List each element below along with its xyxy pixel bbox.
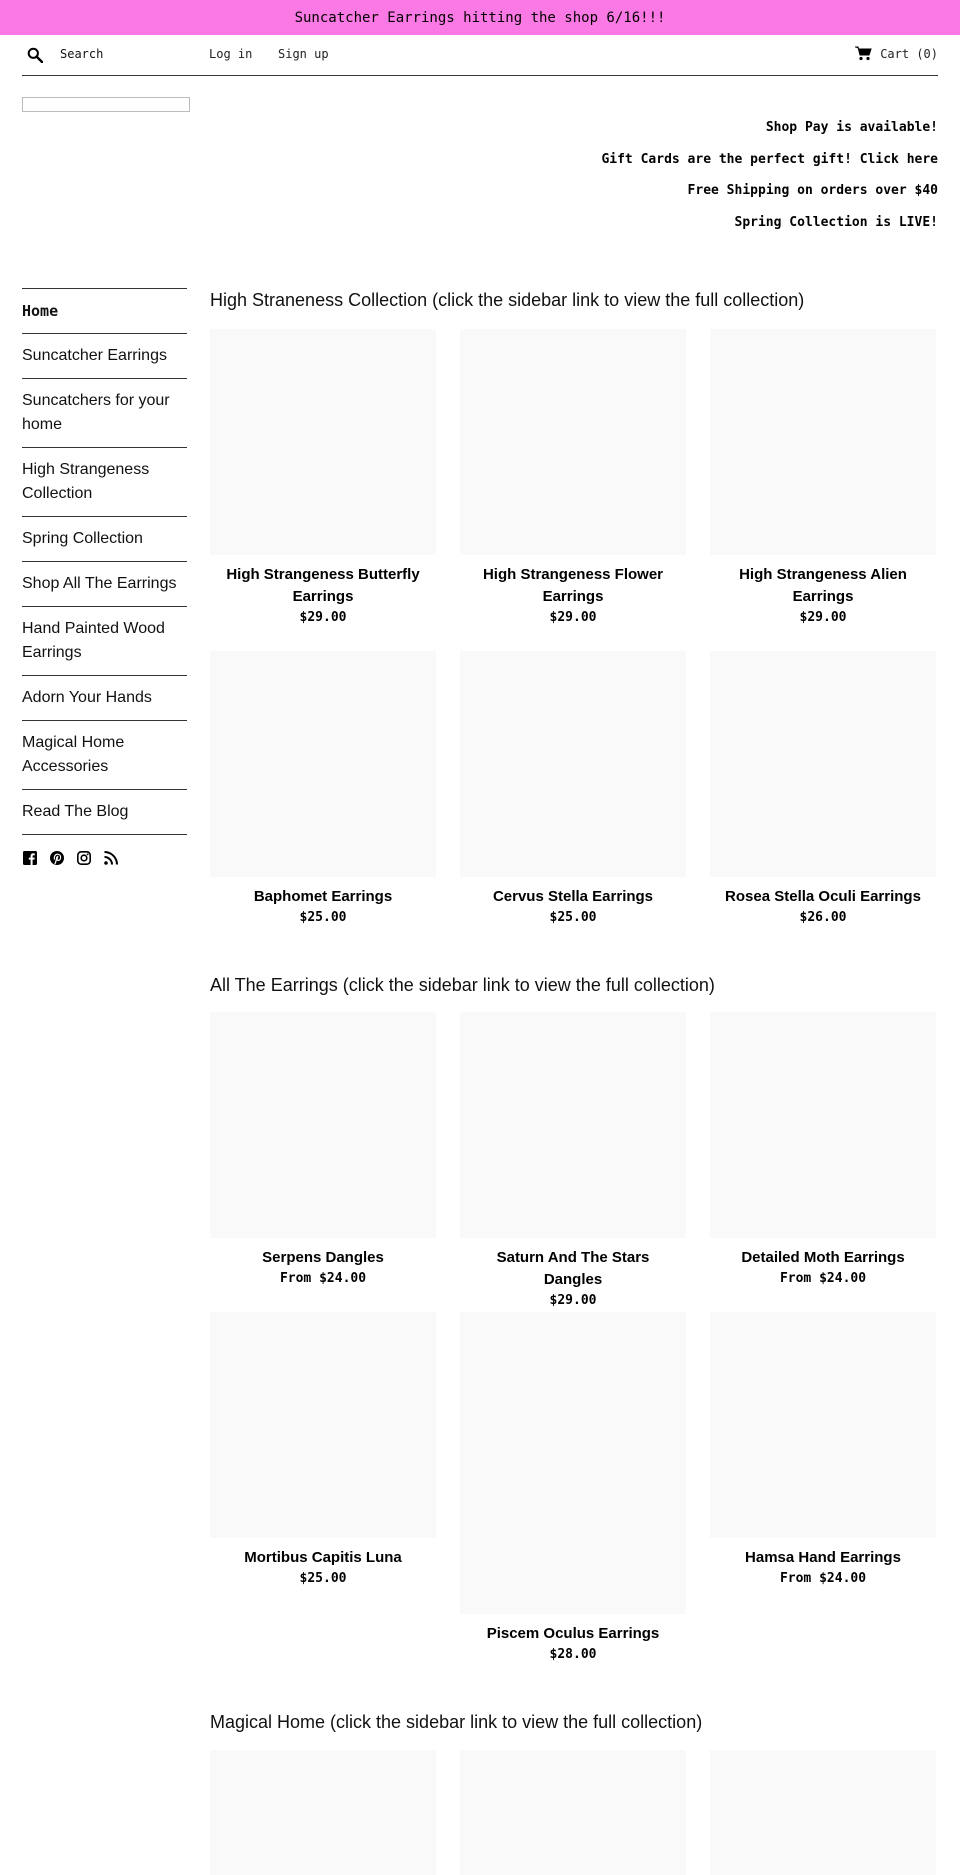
announcement-text[interactable]: Suncatcher Earrings hitting the shop 6/16!!! — [294, 9, 666, 26]
cart-link[interactable] — [855, 46, 938, 61]
sidebar-item-all-earrings[interactable]: Shop All The Earrings — [22, 562, 187, 607]
product-card[interactable] — [460, 1750, 686, 1875]
sidebar — [22, 288, 187, 865]
section-title-high-strangeness: High Straneness Collection (click the sidebar link to view the full collection) — [210, 290, 805, 310]
sidebar-item-suncatcher-earrings[interactable]: Suncatcher Earrings — [22, 334, 187, 379]
product-card[interactable] — [210, 1750, 436, 1875]
product-image[interactable] — [210, 329, 436, 555]
product-image[interactable] — [460, 329, 686, 555]
login-link[interactable]: Log in — [209, 47, 253, 61]
search-icon[interactable] — [27, 47, 43, 63]
product-card[interactable] — [710, 651, 936, 928]
product-image[interactable] — [710, 1012, 936, 1238]
product-card[interactable] — [710, 1312, 936, 1589]
promo-shop-pay: Shop Pay is available! — [765, 120, 938, 135]
sidebar-item-home[interactable]: Home — [22, 289, 187, 334]
product-image[interactable] — [710, 651, 936, 877]
product-card[interactable] — [460, 651, 686, 928]
product-card[interactable] — [210, 329, 436, 628]
product-image[interactable] — [210, 1012, 436, 1238]
instagram-icon[interactable] — [77, 851, 91, 865]
product-card[interactable] — [460, 1012, 686, 1311]
product-card[interactable] — [710, 1750, 936, 1875]
product-image[interactable] — [460, 1012, 686, 1238]
section-title-all-earrings: All The Earrings (click the sidebar link to view the full collection) — [210, 975, 715, 995]
facebook-icon[interactable] — [23, 851, 37, 865]
sidebar-item-wood-earrings[interactable]: Hand Painted Wood Earrings — [22, 607, 187, 676]
promo-list — [601, 120, 938, 246]
product-name[interactable]: Rosea Stella Oculi Earrings — [725, 888, 921, 905]
product-price: $25.00 — [299, 910, 347, 925]
product-image[interactable] — [460, 651, 686, 877]
announcement-bar[interactable] — [0, 0, 960, 35]
product-name[interactable]: Detailed Moth Earrings — [741, 1249, 905, 1266]
product-name[interactable]: Cervus Stella Earrings — [492, 888, 654, 905]
product-card[interactable] — [710, 329, 936, 628]
product-price: $29.00 — [549, 610, 597, 625]
logo[interactable] — [22, 97, 190, 112]
section-title-magical-home: Magical Home (click the sidebar link to view the full collection) — [210, 1712, 703, 1732]
product-image[interactable] — [210, 1750, 436, 1875]
product-image[interactable] — [210, 1312, 436, 1538]
product-image[interactable] — [710, 1750, 936, 1875]
product-price: $29.00 — [299, 610, 347, 625]
signup-link[interactable]: Sign up — [278, 47, 329, 61]
product-price: $28.00 — [549, 1647, 597, 1662]
product-price: From $24.00 — [279, 1271, 367, 1286]
rss-icon[interactable] — [104, 851, 118, 865]
sidebar-item-high-strangeness[interactable]: High Strangeness Collection — [22, 448, 187, 517]
product-name[interactable]: Saturn And The Stars Dangles — [496, 1249, 650, 1288]
product-name[interactable]: High Strangeness Alien Earrings — [739, 566, 907, 605]
product-image[interactable] — [210, 651, 436, 877]
sidebar-item-blog[interactable]: Read The Blog — [22, 790, 187, 835]
product-price: $29.00 — [549, 1293, 597, 1308]
product-image[interactable] — [710, 1312, 936, 1538]
product-price: From $24.00 — [779, 1271, 867, 1286]
product-card[interactable] — [210, 651, 436, 928]
product-name[interactable]: High Strangeness Flower Earrings — [482, 566, 664, 605]
cart-label: Cart (0) — [880, 46, 938, 61]
product-price: $25.00 — [549, 910, 597, 925]
product-name[interactable]: Hamsa Hand Earrings — [745, 1549, 901, 1566]
sidebar-item-home-accessories[interactable]: Magical Home Accessories — [22, 721, 187, 790]
product-card[interactable] — [710, 1012, 936, 1289]
product-image[interactable] — [460, 1750, 686, 1875]
sidebar-item-adorn-hands[interactable]: Adorn Your Hands — [22, 676, 187, 721]
product-image[interactable] — [710, 329, 936, 555]
product-price: $26.00 — [799, 910, 847, 925]
pinterest-icon[interactable] — [50, 851, 64, 865]
product-price: From $24.00 — [779, 1571, 867, 1586]
product-card[interactable] — [210, 1312, 436, 1589]
social-links — [22, 851, 187, 865]
sidebar-item-spring-collection[interactable]: Spring Collection — [22, 517, 187, 562]
sidebar-nav — [22, 288, 187, 835]
product-card[interactable] — [210, 1012, 436, 1289]
sidebar-item-suncatchers-home[interactable]: Suncatchers for your home — [22, 379, 187, 448]
product-price: $25.00 — [299, 1571, 347, 1586]
cart-icon — [855, 46, 872, 61]
product-name[interactable]: Mortibus Capitis Luna — [244, 1549, 402, 1566]
promo-gift-cards[interactable]: Gift Cards are the perfect gift! Click here — [601, 151, 938, 167]
promo-spring-collection: Spring Collection is LIVE! — [734, 214, 938, 230]
product-card[interactable] — [460, 1312, 686, 1665]
product-image[interactable] — [460, 1312, 686, 1614]
product-price: $29.00 — [799, 610, 847, 625]
product-name[interactable]: Piscem Oculus Earrings — [486, 1625, 660, 1642]
product-name[interactable]: High Strangeness Butterfly Earrings — [226, 566, 420, 605]
top-bar — [22, 35, 938, 76]
search-input[interactable] — [60, 43, 210, 65]
promo-free-shipping: Free Shipping on orders over $40 — [687, 183, 938, 198]
product-name[interactable]: Baphomet Earrings — [253, 888, 393, 905]
product-name[interactable]: Serpens Dangles — [262, 1249, 384, 1266]
product-card[interactable] — [460, 329, 686, 628]
